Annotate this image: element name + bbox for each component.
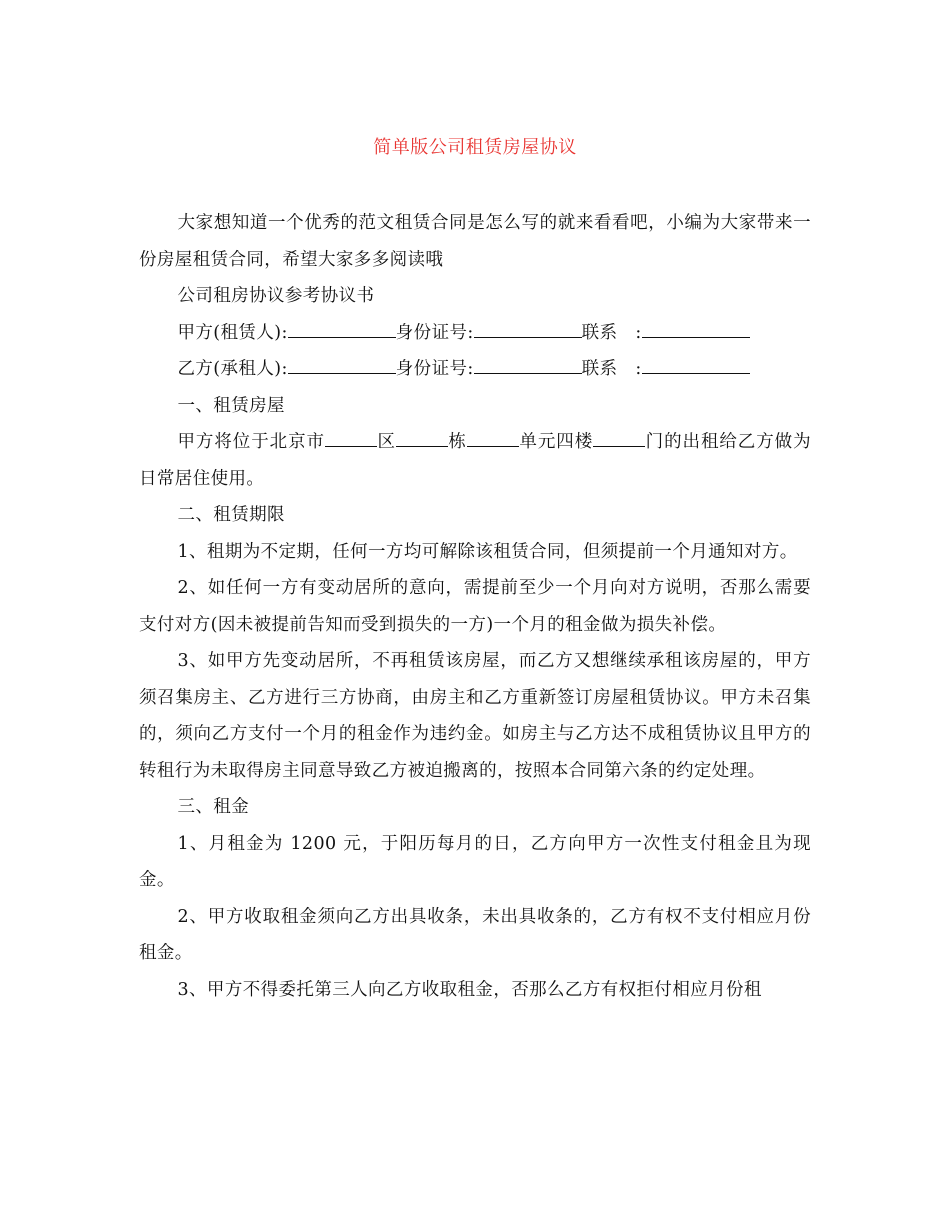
- document-body: [139, 205, 811, 1008]
- section2-clause1: 1、租期为不定期，任何一方均可解除该租赁合同，但须提前一个月通知对方。: [177, 541, 798, 562]
- building-blank: [396, 430, 448, 447]
- party-b-name-blank: [288, 357, 396, 374]
- document-title: 简单版公司租赁房屋协议: [373, 137, 577, 158]
- section3-clause3: 3、甲方不得委托第三人向乙方收取租金，否那么乙方有权拒付相应月份租: [177, 979, 762, 1000]
- address-suffix: 门的出租给乙方做为日常居住使用。: [139, 432, 811, 489]
- building-label: 栋: [447, 432, 467, 452]
- party-b-id-blank: [474, 357, 582, 374]
- section1-heading: 一、租赁房屋: [177, 395, 285, 416]
- party-a-id-label: 身份证号:: [395, 322, 474, 343]
- party-b-contact-label: 联系 :: [581, 359, 642, 379]
- party-a-row: [139, 315, 811, 352]
- door-blank: [593, 430, 645, 447]
- party-b-contact-blank: [642, 357, 750, 374]
- section3-clause1: 1、月租金为 1200 元，于阳历每月的日，乙方向甲方一次性支付租金且为现金。: [139, 833, 811, 890]
- address-prefix: 甲方将位于北京市: [177, 432, 325, 452]
- unit-floor-label: 单元四楼: [518, 432, 594, 452]
- party-b-row: [139, 351, 811, 388]
- subtitle: 公司租房协议参考协议书: [177, 286, 375, 306]
- section2-clause3: 3、如甲方先变动居所，不再租赁该房屋，而乙方又想继续承租该房屋的，甲方须召集房主、乙方进行三方协商，由房主和乙方重新签订房屋租赁协议。甲方未召集的，须向乙方支付一个月的租金作为违约金。如房主与乙方达不成租赁协议且甲方的转租行为未取得房主同意导致乙方被迫搬离的，按照本合同第六条的约定处理。: [139, 651, 811, 781]
- section2-heading: 二、租赁期限: [177, 505, 285, 525]
- party-b-id-label: 身份证号:: [395, 359, 474, 379]
- party-a-label: 甲方(租赁人):: [177, 322, 288, 343]
- section1-address: [139, 424, 811, 497]
- intro-paragraph: 大家想知道一个优秀的范文租赁合同是怎么写的就来看看吧，小编为大家带来一份房屋租赁合同，希望大家多多阅读哦: [139, 213, 811, 270]
- section2-clause2: 2、如任何一方有变动居所的意向，需提前至少一个月向对方说明，否那么需要支付对方(因未被提前告知而受到损失的一方)一个月的租金做为损失补偿。: [139, 578, 811, 635]
- party-b-label: 乙方(承租人):: [177, 359, 288, 379]
- party-a-contact-blank: [642, 321, 750, 338]
- section3-clause2: 2、甲方收取租金须向乙方出具收条，未出具收条的，乙方有权不支付相应月份租金。: [139, 906, 811, 963]
- unit-blank: [467, 430, 519, 447]
- party-a-name-blank: [288, 321, 396, 338]
- section3-heading: 三、租金: [177, 797, 250, 817]
- district-label: 区: [376, 432, 396, 452]
- district-blank: [325, 430, 377, 447]
- party-a-contact-label: 联系 :: [581, 322, 642, 343]
- party-a-id-blank: [474, 321, 582, 338]
